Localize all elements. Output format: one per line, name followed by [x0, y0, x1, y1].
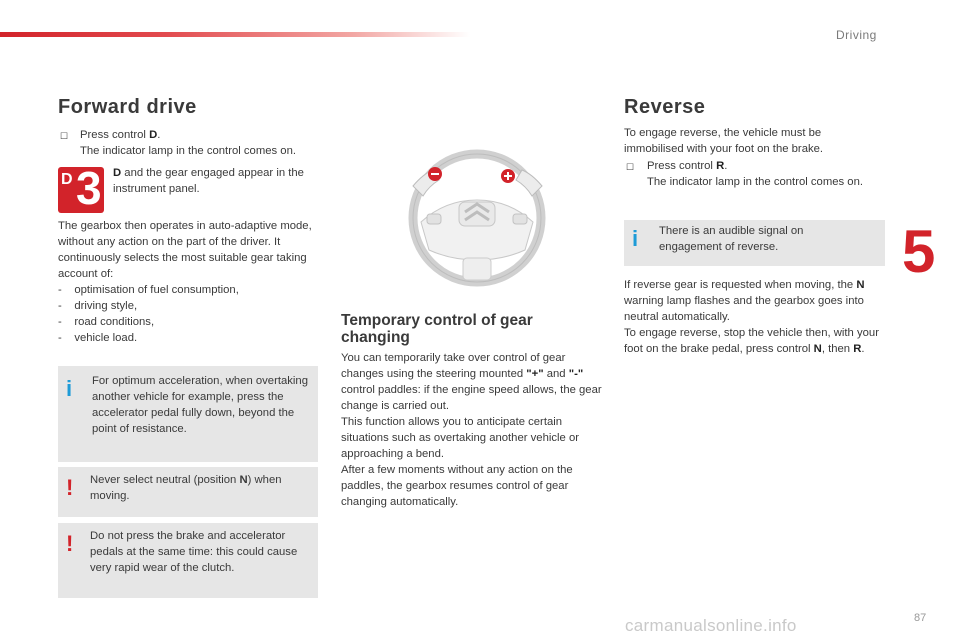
warning-icon: ! — [66, 475, 74, 500]
section-label: Driving — [836, 28, 877, 42]
list-item: - driving style, — [58, 300, 138, 312]
neutral-warning-box — [58, 467, 318, 517]
temporary-control-heading: Temporary control of gear changing — [341, 312, 533, 346]
forward-intro: The gearbox then operates in auto-adaptive mode, without any action on the part of the driver. It continuously selects the most suitable gear taking account of: — [58, 220, 312, 280]
acceleration-info-box — [58, 366, 318, 462]
forward-factor-list — [58, 282, 320, 346]
bullet-icon: ☐ — [626, 162, 635, 172]
forward-drive-heading: Forward drive — [58, 96, 197, 118]
gear-display-icon: D 3 — [58, 167, 104, 213]
info-icon: i — [66, 376, 73, 401]
reverse-step: Press control R. The indicator lamp in the control comes on. — [647, 160, 864, 188]
bullet-icon: ☐ — [60, 131, 69, 141]
reverse-info-box — [624, 220, 885, 266]
list-item: - optimisation of fuel consumption, — [58, 284, 239, 296]
forward-step: Press control D. The indicator lamp in the control comes on. — [80, 129, 297, 157]
pedal-warning-box — [58, 523, 318, 598]
warning-text: Do not press the brake and accelerator pedals at the same time: this could cause very rapid wear of the clutch. — [90, 530, 298, 574]
warning-text: Never select neutral (position N) when moving. — [90, 474, 282, 502]
chapter-number: 5 — [902, 218, 936, 285]
list-item: - road conditions, — [58, 316, 155, 328]
steering-wheel-illustration — [405, 140, 550, 300]
warning-icon: ! — [66, 531, 74, 556]
info-box-text: For optimum acceleration, when overtaking another vehicle for example, press the accelerator pedal fully down, beyond the point of resistance. — [92, 375, 308, 435]
reverse-warning-text: If reverse gear is requested when moving, the N warning lamp flashes and the gearbox goes into neutral automatically. To engage reverse, stop the vehicle then, with your foot on the brake pedal, press control N, then R. — [624, 279, 879, 355]
temporary-control-text: You can temporarily take over control of gear changes using the steering mounted "+" and "-" control paddles: if the engine speed allows, the gear change is carried out. This function allows you to anticipate certain situations such as overtaking another vehicle or approaching a bend. After a few moments without any action on the paddles, the gearbox resumes control of gear changing automatically. — [341, 352, 602, 508]
page-number: 87 — [914, 612, 927, 624]
reverse-heading: Reverse — [624, 96, 706, 118]
info-box-text: There is an audible signal on engagement of reverse. — [659, 225, 804, 253]
watermark: carmanualsonline.info — [625, 616, 797, 635]
header-color-bar — [0, 32, 470, 37]
info-icon: i — [632, 226, 639, 251]
list-item: - vehicle load. — [58, 332, 138, 344]
forward-display-text: D and the gear engaged appear in the instrument panel. — [113, 167, 304, 195]
reverse-intro: To engage reverse, the vehicle must be immobilised with your foot on the brake. — [624, 127, 824, 155]
